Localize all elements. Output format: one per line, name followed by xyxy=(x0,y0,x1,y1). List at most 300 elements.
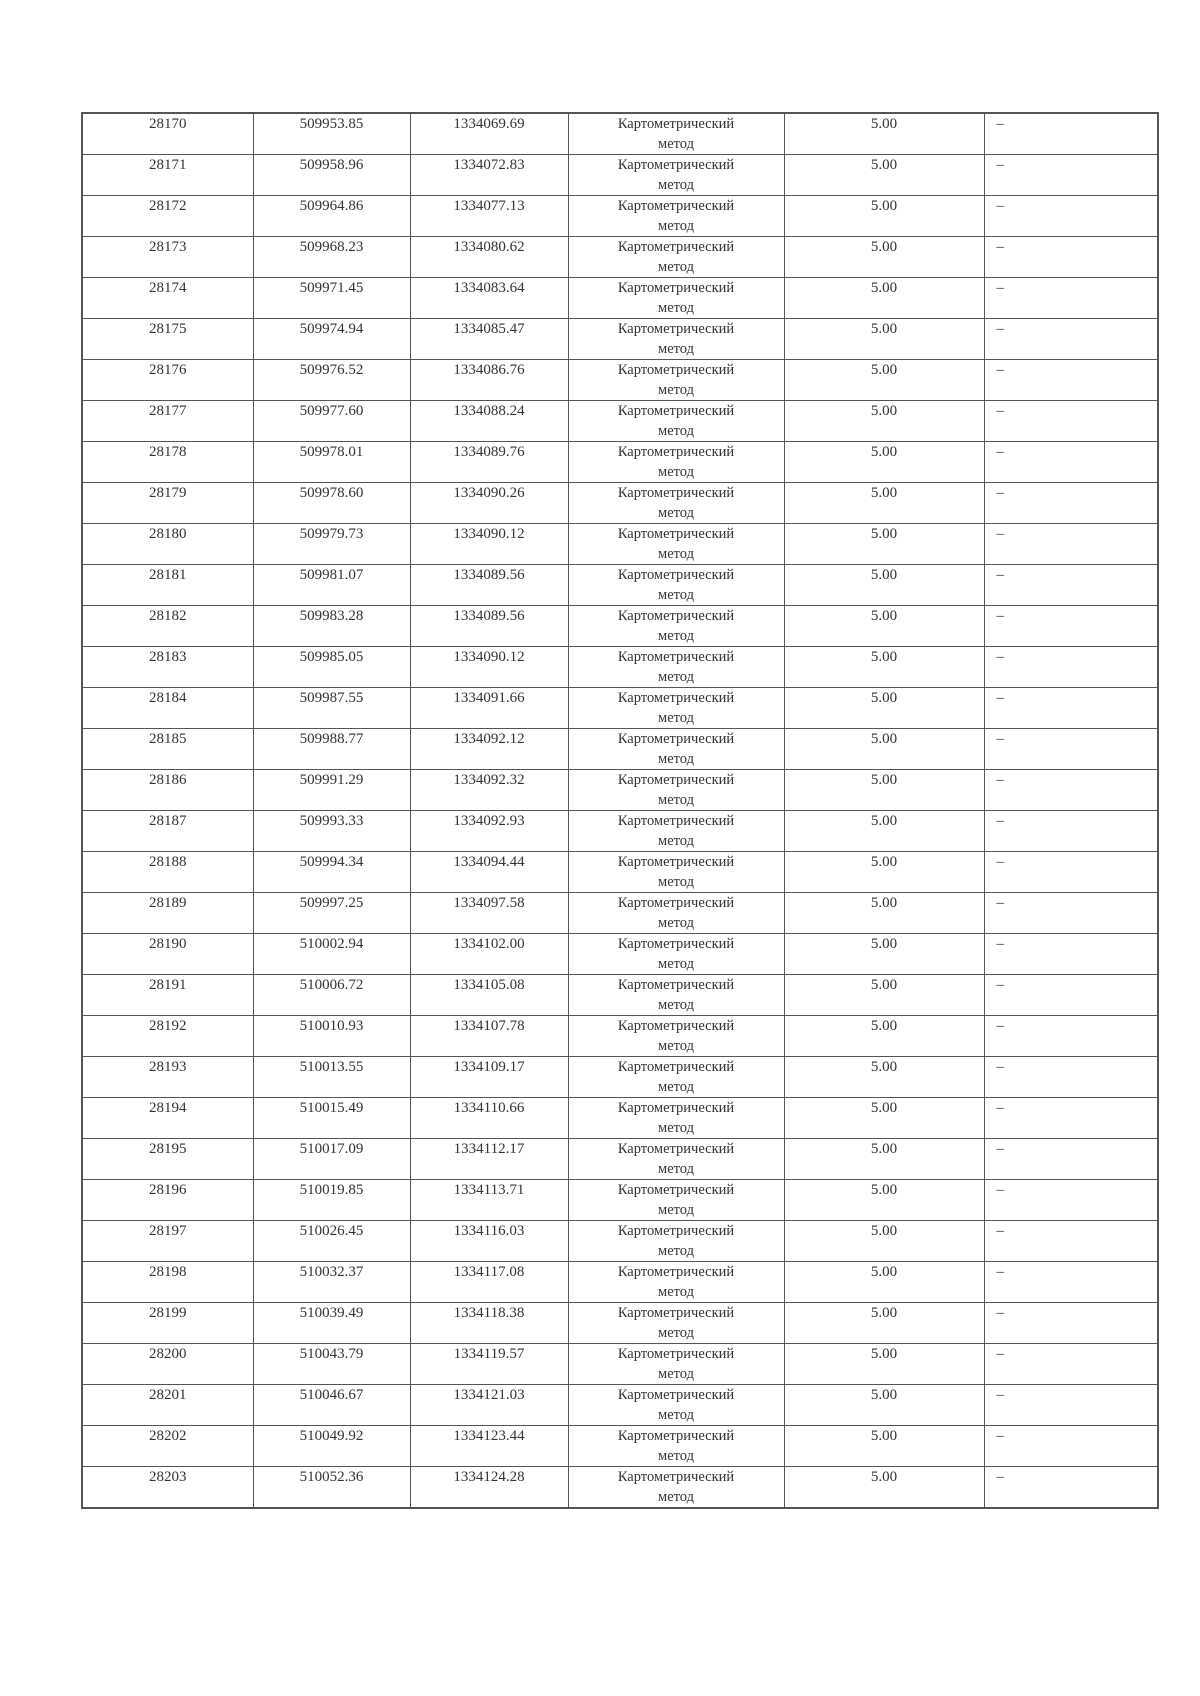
method-cell xyxy=(568,278,784,319)
accuracy-cell: 5.00 xyxy=(784,319,984,360)
method-line2: метод xyxy=(658,710,694,726)
table-row xyxy=(82,1098,1158,1139)
x-coordinate-cell: 509988.77 xyxy=(253,729,410,770)
method-line1: Картометрический xyxy=(617,731,735,747)
accuracy-cell: 5.00 xyxy=(784,934,984,975)
point-number-cell: 28175 xyxy=(82,319,253,360)
y-coordinate-cell: 1334072.83 xyxy=(410,155,568,196)
table-row xyxy=(82,113,1158,155)
method-cell xyxy=(568,647,784,688)
point-number-cell: 28174 xyxy=(82,278,253,319)
table-row xyxy=(82,852,1158,893)
table-row xyxy=(82,893,1158,934)
accuracy-cell: 5.00 xyxy=(784,1467,984,1509)
accuracy-cell: 5.00 xyxy=(784,1426,984,1467)
method-cell xyxy=(568,1385,784,1426)
point-number-cell: 28193 xyxy=(82,1057,253,1098)
method-line1: Картометрический xyxy=(617,1305,735,1321)
x-coordinate-cell: 510019.85 xyxy=(253,1180,410,1221)
note-cell: – xyxy=(984,1262,1158,1303)
note-cell: – xyxy=(984,852,1158,893)
point-number-cell: 28179 xyxy=(82,483,253,524)
point-number-cell: 28185 xyxy=(82,729,253,770)
point-number-cell: 28202 xyxy=(82,1426,253,1467)
point-number-cell: 28196 xyxy=(82,1180,253,1221)
point-number-cell: 28186 xyxy=(82,770,253,811)
accuracy-cell: 5.00 xyxy=(784,1303,984,1344)
note-cell: – xyxy=(984,113,1158,155)
y-coordinate-cell: 1334117.08 xyxy=(410,1262,568,1303)
point-number-cell: 28173 xyxy=(82,237,253,278)
table-row xyxy=(82,1180,1158,1221)
x-coordinate-cell: 510006.72 xyxy=(253,975,410,1016)
y-coordinate-cell: 1334094.44 xyxy=(410,852,568,893)
accuracy-cell: 5.00 xyxy=(784,975,984,1016)
table-row xyxy=(82,688,1158,729)
table-row xyxy=(82,155,1158,196)
note-cell: – xyxy=(984,975,1158,1016)
method-line1: Картометрический xyxy=(617,239,735,255)
method-cell xyxy=(568,1016,784,1057)
note-cell: – xyxy=(984,647,1158,688)
method-line1: Картометрический xyxy=(617,1182,735,1198)
y-coordinate-cell: 1334069.69 xyxy=(410,113,568,155)
method-line2: метод xyxy=(658,505,694,521)
y-coordinate-cell: 1334089.56 xyxy=(410,565,568,606)
y-coordinate-cell: 1334083.64 xyxy=(410,278,568,319)
x-coordinate-cell: 509979.73 xyxy=(253,524,410,565)
note-cell: – xyxy=(984,483,1158,524)
method-line1: Картометрический xyxy=(617,1387,735,1403)
x-coordinate-cell: 510052.36 xyxy=(253,1467,410,1509)
table-body xyxy=(82,113,1158,1508)
point-number-cell: 28195 xyxy=(82,1139,253,1180)
method-line1: Картометрический xyxy=(617,1100,735,1116)
method-line2: метод xyxy=(658,833,694,849)
accuracy-cell: 5.00 xyxy=(784,360,984,401)
accuracy-cell: 5.00 xyxy=(784,811,984,852)
x-coordinate-cell: 509953.85 xyxy=(253,113,410,155)
accuracy-cell: 5.00 xyxy=(784,1057,984,1098)
method-cell xyxy=(568,360,784,401)
table-row xyxy=(82,934,1158,975)
x-coordinate-cell: 510017.09 xyxy=(253,1139,410,1180)
note-cell: – xyxy=(984,606,1158,647)
method-cell xyxy=(568,319,784,360)
method-cell xyxy=(568,934,784,975)
method-cell xyxy=(568,1344,784,1385)
method-cell xyxy=(568,1303,784,1344)
x-coordinate-cell: 509974.94 xyxy=(253,319,410,360)
note-cell: – xyxy=(984,442,1158,483)
table-row xyxy=(82,606,1158,647)
method-line1: Картометрический xyxy=(617,157,735,173)
x-coordinate-cell: 510010.93 xyxy=(253,1016,410,1057)
accuracy-cell: 5.00 xyxy=(784,647,984,688)
method-line2: метод xyxy=(658,1366,694,1382)
note-cell: – xyxy=(984,1180,1158,1221)
accuracy-cell: 5.00 xyxy=(784,278,984,319)
x-coordinate-cell: 509978.01 xyxy=(253,442,410,483)
method-line2: метод xyxy=(658,464,694,480)
point-number-cell: 28188 xyxy=(82,852,253,893)
accuracy-cell: 5.00 xyxy=(784,1344,984,1385)
point-number-cell: 28198 xyxy=(82,1262,253,1303)
method-line1: Картометрический xyxy=(617,1264,735,1280)
point-number-cell: 28203 xyxy=(82,1467,253,1509)
accuracy-cell: 5.00 xyxy=(784,688,984,729)
point-number-cell: 28192 xyxy=(82,1016,253,1057)
method-line2: метод xyxy=(658,136,694,152)
method-cell xyxy=(568,729,784,770)
point-number-cell: 28201 xyxy=(82,1385,253,1426)
y-coordinate-cell: 1334107.78 xyxy=(410,1016,568,1057)
table-row xyxy=(82,1016,1158,1057)
table-row xyxy=(82,975,1158,1016)
note-cell: – xyxy=(984,1426,1158,1467)
table-row xyxy=(82,1426,1158,1467)
method-line2: метод xyxy=(658,1120,694,1136)
table-row xyxy=(82,770,1158,811)
accuracy-cell: 5.00 xyxy=(784,1221,984,1262)
method-line2: метод xyxy=(658,546,694,562)
note-cell: – xyxy=(984,770,1158,811)
table-row xyxy=(82,1303,1158,1344)
method-line1: Картометрический xyxy=(617,854,735,870)
accuracy-cell: 5.00 xyxy=(784,113,984,155)
method-line2: метод xyxy=(658,1284,694,1300)
table-row xyxy=(82,524,1158,565)
method-cell xyxy=(568,483,784,524)
point-number-cell: 28176 xyxy=(82,360,253,401)
y-coordinate-cell: 1334092.32 xyxy=(410,770,568,811)
point-number-cell: 28171 xyxy=(82,155,253,196)
note-cell: – xyxy=(984,565,1158,606)
method-cell xyxy=(568,565,784,606)
point-number-cell: 28170 xyxy=(82,113,253,155)
method-cell xyxy=(568,1426,784,1467)
y-coordinate-cell: 1334118.38 xyxy=(410,1303,568,1344)
note-cell: – xyxy=(984,524,1158,565)
table-row xyxy=(82,811,1158,852)
point-number-cell: 28200 xyxy=(82,1344,253,1385)
method-cell xyxy=(568,893,784,934)
method-line1: Картометрический xyxy=(617,485,735,501)
method-line1: Картометрический xyxy=(617,772,735,788)
method-line2: метод xyxy=(658,341,694,357)
method-line2: метод xyxy=(658,915,694,931)
y-coordinate-cell: 1334085.47 xyxy=(410,319,568,360)
method-line1: Картометрический xyxy=(617,198,735,214)
y-coordinate-cell: 1334119.57 xyxy=(410,1344,568,1385)
method-line2: метод xyxy=(658,1079,694,1095)
y-coordinate-cell: 1334089.56 xyxy=(410,606,568,647)
method-line2: метод xyxy=(658,751,694,767)
method-line2: метод xyxy=(658,382,694,398)
method-line2: метод xyxy=(658,259,694,275)
method-line1: Картометрический xyxy=(617,444,735,460)
note-cell: – xyxy=(984,196,1158,237)
method-line2: метод xyxy=(658,1202,694,1218)
accuracy-cell: 5.00 xyxy=(784,1016,984,1057)
x-coordinate-cell: 510013.55 xyxy=(253,1057,410,1098)
x-coordinate-cell: 509991.29 xyxy=(253,770,410,811)
method-cell xyxy=(568,1180,784,1221)
method-line2: метод xyxy=(658,177,694,193)
note-cell: – xyxy=(984,934,1158,975)
note-cell: – xyxy=(984,319,1158,360)
x-coordinate-cell: 509985.05 xyxy=(253,647,410,688)
point-number-cell: 28184 xyxy=(82,688,253,729)
note-cell: – xyxy=(984,237,1158,278)
y-coordinate-cell: 1334089.76 xyxy=(410,442,568,483)
accuracy-cell: 5.00 xyxy=(784,1098,984,1139)
accuracy-cell: 5.00 xyxy=(784,1139,984,1180)
y-coordinate-cell: 1334091.66 xyxy=(410,688,568,729)
table-row xyxy=(82,1057,1158,1098)
method-line2: метод xyxy=(658,1038,694,1054)
method-line1: Картометрический xyxy=(617,280,735,296)
note-cell: – xyxy=(984,1016,1158,1057)
note-cell: – xyxy=(984,155,1158,196)
method-line2: метод xyxy=(658,792,694,808)
accuracy-cell: 5.00 xyxy=(784,1262,984,1303)
note-cell: – xyxy=(984,278,1158,319)
method-line1: Картометрический xyxy=(617,1018,735,1034)
table-row xyxy=(82,1262,1158,1303)
accuracy-cell: 5.00 xyxy=(784,524,984,565)
x-coordinate-cell: 510046.67 xyxy=(253,1385,410,1426)
table-row xyxy=(82,483,1158,524)
x-coordinate-cell: 509981.07 xyxy=(253,565,410,606)
x-coordinate-cell: 509997.25 xyxy=(253,893,410,934)
method-line1: Картометрический xyxy=(617,1346,735,1362)
method-cell xyxy=(568,770,784,811)
y-coordinate-cell: 1334112.17 xyxy=(410,1139,568,1180)
method-line2: метод xyxy=(658,874,694,890)
table-row xyxy=(82,401,1158,442)
accuracy-cell: 5.00 xyxy=(784,565,984,606)
point-number-cell: 28172 xyxy=(82,196,253,237)
point-number-cell: 28189 xyxy=(82,893,253,934)
x-coordinate-cell: 509978.60 xyxy=(253,483,410,524)
table-row xyxy=(82,729,1158,770)
accuracy-cell: 5.00 xyxy=(784,196,984,237)
method-cell xyxy=(568,1467,784,1509)
method-cell xyxy=(568,196,784,237)
method-line2: метод xyxy=(658,1489,694,1505)
method-line2: метод xyxy=(658,669,694,685)
note-cell: – xyxy=(984,1344,1158,1385)
point-number-cell: 28194 xyxy=(82,1098,253,1139)
x-coordinate-cell: 510043.79 xyxy=(253,1344,410,1385)
method-cell xyxy=(568,237,784,278)
y-coordinate-cell: 1334088.24 xyxy=(410,401,568,442)
method-line2: метод xyxy=(658,423,694,439)
method-cell xyxy=(568,113,784,155)
y-coordinate-cell: 1334077.13 xyxy=(410,196,568,237)
y-coordinate-cell: 1334123.44 xyxy=(410,1426,568,1467)
accuracy-cell: 5.00 xyxy=(784,893,984,934)
y-coordinate-cell: 1334102.00 xyxy=(410,934,568,975)
x-coordinate-cell: 509983.28 xyxy=(253,606,410,647)
table-row xyxy=(82,1467,1158,1509)
method-line1: Картометрический xyxy=(617,936,735,952)
x-coordinate-cell: 509971.45 xyxy=(253,278,410,319)
x-coordinate-cell: 510015.49 xyxy=(253,1098,410,1139)
method-line1: Картометрический xyxy=(617,403,735,419)
y-coordinate-cell: 1334116.03 xyxy=(410,1221,568,1262)
accuracy-cell: 5.00 xyxy=(784,237,984,278)
y-coordinate-cell: 1334113.71 xyxy=(410,1180,568,1221)
accuracy-cell: 5.00 xyxy=(784,852,984,893)
accuracy-cell: 5.00 xyxy=(784,729,984,770)
y-coordinate-cell: 1334080.62 xyxy=(410,237,568,278)
point-number-cell: 28180 xyxy=(82,524,253,565)
table-row xyxy=(82,565,1158,606)
method-cell xyxy=(568,442,784,483)
method-cell xyxy=(568,975,784,1016)
y-coordinate-cell: 1334090.12 xyxy=(410,647,568,688)
point-number-cell: 28178 xyxy=(82,442,253,483)
method-cell xyxy=(568,1057,784,1098)
y-coordinate-cell: 1334124.28 xyxy=(410,1467,568,1509)
point-number-cell: 28197 xyxy=(82,1221,253,1262)
table-row xyxy=(82,442,1158,483)
table-row xyxy=(82,1344,1158,1385)
note-cell: – xyxy=(984,1057,1158,1098)
point-number-cell: 28191 xyxy=(82,975,253,1016)
accuracy-cell: 5.00 xyxy=(784,770,984,811)
table-row xyxy=(82,278,1158,319)
method-line2: метод xyxy=(658,628,694,644)
method-line2: метод xyxy=(658,956,694,972)
x-coordinate-cell: 510039.49 xyxy=(253,1303,410,1344)
note-cell: – xyxy=(984,1467,1158,1509)
x-coordinate-cell: 509964.86 xyxy=(253,196,410,237)
method-cell xyxy=(568,1221,784,1262)
method-line2: метод xyxy=(658,300,694,316)
accuracy-cell: 5.00 xyxy=(784,606,984,647)
x-coordinate-cell: 509993.33 xyxy=(253,811,410,852)
method-line1: Картометрический xyxy=(617,895,735,911)
accuracy-cell: 5.00 xyxy=(784,155,984,196)
method-line2: метод xyxy=(658,997,694,1013)
accuracy-cell: 5.00 xyxy=(784,442,984,483)
note-cell: – xyxy=(984,893,1158,934)
table-row xyxy=(82,319,1158,360)
method-line2: метод xyxy=(658,218,694,234)
method-cell xyxy=(568,1098,784,1139)
method-line1: Картометрический xyxy=(617,116,735,132)
note-cell: – xyxy=(984,811,1158,852)
method-line1: Картометрический xyxy=(617,1223,735,1239)
method-line1: Картометрический xyxy=(617,1059,735,1075)
y-coordinate-cell: 1334092.12 xyxy=(410,729,568,770)
x-coordinate-cell: 510032.37 xyxy=(253,1262,410,1303)
accuracy-cell: 5.00 xyxy=(784,1385,984,1426)
method-line2: метод xyxy=(658,1407,694,1423)
y-coordinate-cell: 1334090.12 xyxy=(410,524,568,565)
table-row xyxy=(82,237,1158,278)
note-cell: – xyxy=(984,1385,1158,1426)
method-line2: метод xyxy=(658,1325,694,1341)
accuracy-cell: 5.00 xyxy=(784,401,984,442)
table-row xyxy=(82,196,1158,237)
method-cell xyxy=(568,401,784,442)
method-line1: Картометрический xyxy=(617,567,735,583)
method-line1: Картометрический xyxy=(617,977,735,993)
point-number-cell: 28177 xyxy=(82,401,253,442)
x-coordinate-cell: 509977.60 xyxy=(253,401,410,442)
note-cell: – xyxy=(984,401,1158,442)
accuracy-cell: 5.00 xyxy=(784,483,984,524)
note-cell: – xyxy=(984,688,1158,729)
table-row xyxy=(82,1221,1158,1262)
y-coordinate-cell: 1334109.17 xyxy=(410,1057,568,1098)
method-cell xyxy=(568,524,784,565)
y-coordinate-cell: 1334092.93 xyxy=(410,811,568,852)
table-row xyxy=(82,647,1158,688)
method-line1: Картометрический xyxy=(617,321,735,337)
note-cell: – xyxy=(984,1139,1158,1180)
method-line1: Картометрический xyxy=(617,1469,735,1485)
method-line1: Картометрический xyxy=(617,1428,735,1444)
x-coordinate-cell: 510026.45 xyxy=(253,1221,410,1262)
y-coordinate-cell: 1334105.08 xyxy=(410,975,568,1016)
method-line1: Картометрический xyxy=(617,1141,735,1157)
method-cell xyxy=(568,688,784,729)
table-row xyxy=(82,1385,1158,1426)
point-number-cell: 28190 xyxy=(82,934,253,975)
point-number-cell: 28187 xyxy=(82,811,253,852)
method-line1: Картометрический xyxy=(617,362,735,378)
x-coordinate-cell: 509968.23 xyxy=(253,237,410,278)
note-cell: – xyxy=(984,1221,1158,1262)
y-coordinate-cell: 1334097.58 xyxy=(410,893,568,934)
method-cell xyxy=(568,155,784,196)
y-coordinate-cell: 1334086.76 xyxy=(410,360,568,401)
method-line1: Картометрический xyxy=(617,690,735,706)
x-coordinate-cell: 510002.94 xyxy=(253,934,410,975)
y-coordinate-cell: 1334110.66 xyxy=(410,1098,568,1139)
table-row xyxy=(82,360,1158,401)
y-coordinate-cell: 1334090.26 xyxy=(410,483,568,524)
method-line1: Картометрический xyxy=(617,608,735,624)
note-cell: – xyxy=(984,360,1158,401)
table-row xyxy=(82,1139,1158,1180)
accuracy-cell: 5.00 xyxy=(784,1180,984,1221)
x-coordinate-cell: 509987.55 xyxy=(253,688,410,729)
x-coordinate-cell: 509958.96 xyxy=(253,155,410,196)
method-line2: метод xyxy=(658,1243,694,1259)
method-cell xyxy=(568,1262,784,1303)
coordinates-table xyxy=(81,112,1159,1509)
point-number-cell: 28181 xyxy=(82,565,253,606)
method-line2: метод xyxy=(658,1161,694,1177)
point-number-cell: 28199 xyxy=(82,1303,253,1344)
note-cell: – xyxy=(984,1098,1158,1139)
method-cell xyxy=(568,1139,784,1180)
x-coordinate-cell: 509976.52 xyxy=(253,360,410,401)
y-coordinate-cell: 1334121.03 xyxy=(410,1385,568,1426)
method-cell xyxy=(568,606,784,647)
note-cell: – xyxy=(984,729,1158,770)
x-coordinate-cell: 510049.92 xyxy=(253,1426,410,1467)
method-line1: Картометрический xyxy=(617,813,735,829)
method-line1: Картометрический xyxy=(617,649,735,665)
method-line2: метод xyxy=(658,587,694,603)
